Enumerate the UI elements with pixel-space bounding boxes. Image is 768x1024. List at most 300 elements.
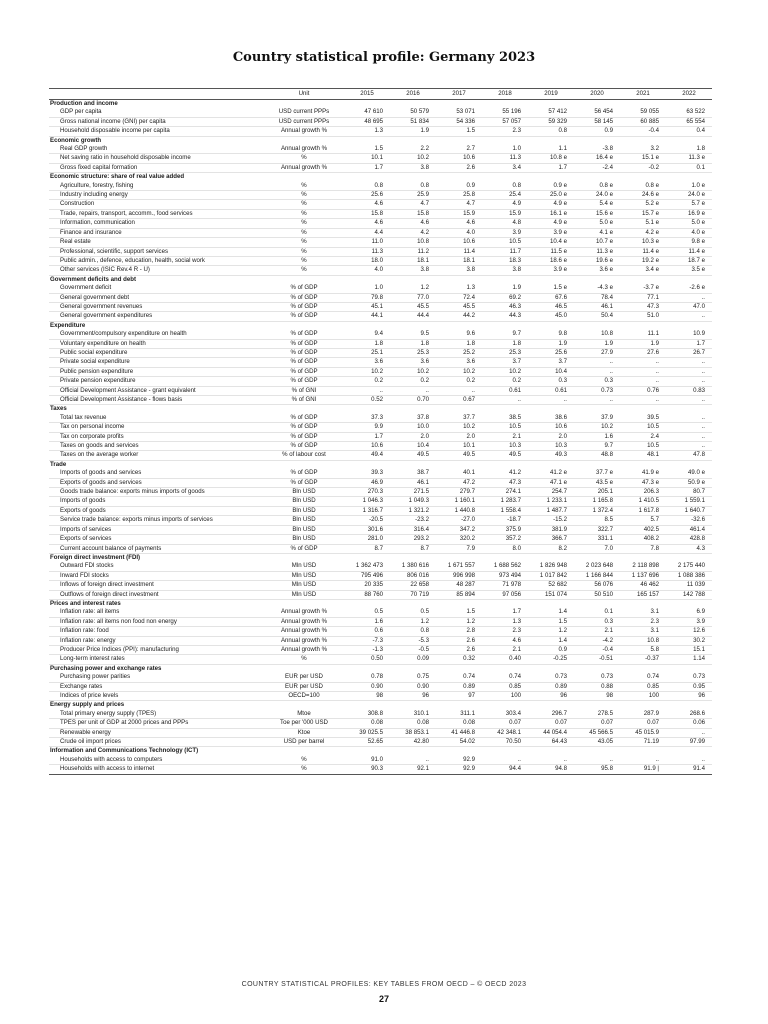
section-header-row [49,664,712,673]
value-cell: 15.9 [436,209,482,218]
table-row [49,488,712,497]
value-cell: 47.2 [436,478,482,487]
value-cell: 11.2 [390,247,436,256]
value-cell: 100 [482,692,528,701]
value-cell: 11.4 [436,247,482,256]
value-cell: 25.6 [344,191,390,200]
value-cell: 1.3 [344,127,390,136]
value-cell: 11.7 [482,247,528,256]
value-cell: 5.1 e [620,219,666,228]
indicator-label: Inward FDI stocks [49,571,264,580]
value-cell: 0.07 [482,719,528,728]
table-row [49,219,712,228]
table-row [49,228,712,237]
value-cell: 59 055 [620,108,666,117]
value-cell: 1.2 [528,627,574,636]
value-cell: 25.1 [344,348,390,357]
value-cell: 19.6 e [574,256,620,265]
value-cell: 1.9 [620,339,666,348]
value-cell: .. [620,377,666,386]
indicator-label: Tax on personal income [49,423,264,432]
value-cell: 0.08 [344,719,390,728]
value-cell: 11.3 [344,247,390,256]
value-cell: 52.65 [344,738,390,747]
table-row [49,645,712,654]
value-cell: 16.1 e [528,209,574,218]
value-cell: 48 287 [436,581,482,590]
value-cell: 50 579 [390,108,436,117]
value-cell: 316.4 [390,525,436,534]
unit-cell: % [264,209,344,218]
section-header-row [49,173,712,182]
table-row [49,590,712,599]
value-cell: 254.7 [528,488,574,497]
section-title: Taxes [49,405,712,414]
value-cell: 461.4 [666,525,712,534]
value-cell: 45.5 [390,302,436,311]
value-cell: 9.8 e [666,238,712,247]
table-row [49,330,712,339]
header-year: 2019 [528,89,574,100]
value-cell: 0.67 [436,396,482,405]
value-cell: 6.9 [666,608,712,617]
value-cell: 41 446.8 [436,728,482,737]
unit-cell: USD current PPPs [264,117,344,126]
value-cell: 37.9 [574,414,620,423]
indicator-label: Industry including energy [49,191,264,200]
value-cell: 43.5 e [574,478,620,487]
section-title: Economic structure: share of real value added [49,173,712,182]
value-cell: 2.1 [482,645,528,654]
value-cell: 1 316.7 [344,506,390,515]
indicator-label: GDP per capita [49,108,264,117]
table-row [49,516,712,525]
value-cell: 11.0 [344,238,390,247]
unit-cell: Mtoe [264,710,344,719]
value-cell: 2.3 [482,127,528,136]
value-cell: 3.1 [620,608,666,617]
value-cell: 77.1 [620,293,666,302]
value-cell: 1.5 [436,127,482,136]
value-cell: 49.5 [482,451,528,460]
value-cell: 0.50 [344,655,390,664]
indicator-label: Outflows of foreign direct investment [49,590,264,599]
value-cell: 0.2 [344,377,390,386]
value-cell: 0.85 [620,682,666,691]
section-title: Economic growth [49,136,712,145]
value-cell: 97.99 [666,738,712,747]
value-cell: -4.2 [574,636,620,645]
value-cell: -0.37 [620,655,666,664]
value-cell: 0.90 [390,682,436,691]
value-cell: 41.2 e [528,469,574,478]
value-cell: 0.74 [620,673,666,682]
value-cell: 4.7 [436,200,482,209]
value-cell: 10.2 [482,367,528,376]
unit-cell: % [264,191,344,200]
section-header-row [49,553,712,562]
value-cell: 0.09 [390,655,436,664]
value-cell: 48.1 [620,451,666,460]
value-cell: 25.9 [390,191,436,200]
value-cell: 9.6 [436,330,482,339]
value-cell: 0.1 [574,608,620,617]
value-cell: 1.14 [666,655,712,664]
value-cell: -4.3 e [574,284,620,293]
value-cell: 11.4 e [620,247,666,256]
table-row [49,506,712,515]
value-cell: 5.0 e [574,219,620,228]
value-cell: 49.4 [344,451,390,460]
value-cell: 78.4 [574,293,620,302]
value-cell: 310.1 [390,710,436,719]
unit-cell: Annual growth % [264,627,344,636]
value-cell: 80.7 [666,488,712,497]
value-cell: 4.2 [390,228,436,237]
indicator-label: Imports of goods and services [49,469,264,478]
value-cell: 77.0 [390,293,436,302]
value-cell: .. [620,756,666,765]
value-cell: 3.5 e [666,266,712,275]
value-cell: 0.9 [528,645,574,654]
value-cell: 2.0 [436,432,482,441]
table-row [49,182,712,191]
value-cell: 48 695 [344,117,390,126]
value-cell: 2.3 [620,617,666,626]
value-cell: 50.4 [574,312,620,321]
table-row [49,256,712,265]
unit-cell: % of GDP [264,544,344,553]
table-row [49,423,712,432]
value-cell: 0.8 [390,182,436,191]
value-cell: 287.9 [620,710,666,719]
value-cell: 0.2 [436,377,482,386]
value-cell: 1.0 [344,284,390,293]
value-cell: 22 658 [390,581,436,590]
value-cell: -20.5 [344,516,390,525]
value-cell: 3.6 [390,358,436,367]
indicator-label: Total primary energy supply (TPES) [49,710,264,719]
value-cell: 0.78 [344,673,390,682]
indicator-label: Imports of goods [49,497,264,506]
indicator-label: Real estate [49,238,264,247]
indicator-label: Inflation rate: energy [49,636,264,645]
value-cell: 7.0 [574,544,620,553]
value-cell: 18.0 [344,256,390,265]
value-cell: 2.0 [528,432,574,441]
indicator-label: Households with access to internet [49,765,264,774]
value-cell: 10.4 [528,367,574,376]
value-cell: 27.9 [574,348,620,357]
value-cell: 10.6 [528,423,574,432]
value-cell: 4.1 e [574,228,620,237]
value-cell: 46.1 [390,478,436,487]
value-cell: 10.0 [390,423,436,432]
table-row [49,497,712,506]
value-cell: 408.2 [620,535,666,544]
indicator-label: Official Development Assistance - grant equivalent [49,386,264,395]
unit-cell: Ktoe [264,728,344,737]
indicator-label: Public social expenditure [49,348,264,357]
value-cell: 0.07 [574,719,620,728]
value-cell: 94.4 [482,765,528,774]
table-row [49,200,712,209]
value-cell: 47.3 e [620,478,666,487]
unit-cell: Toe per '000 USD [264,719,344,728]
value-cell: 8.7 [390,544,436,553]
value-cell: 49.3 [528,451,574,460]
value-cell: 44.1 [344,312,390,321]
value-cell: 4.4 [344,228,390,237]
value-cell: 10.1 [344,154,390,163]
table-row [49,145,712,154]
table-row [49,396,712,405]
value-cell: 97 056 [482,590,528,599]
unit-cell: Annual growth % [264,608,344,617]
table-row [49,469,712,478]
unit-cell: Bln USD [264,516,344,525]
value-cell: 1.5 [436,608,482,617]
value-cell: .. [620,358,666,367]
unit-cell: % of GDP [264,339,344,348]
unit-cell: % [264,756,344,765]
value-cell: 0.32 [436,655,482,664]
value-cell: 1 617.8 [620,506,666,515]
value-cell: -32.6 [666,516,712,525]
table-row [49,719,712,728]
value-cell: 10.2 [344,367,390,376]
header-year: 2020 [574,89,620,100]
value-cell: 0.90 [344,682,390,691]
indicator-label: Producer Price Indices (PPI): manufacturing [49,645,264,654]
value-cell: 1.5 e [528,284,574,293]
value-cell: 2.1 [482,432,528,441]
value-cell: .. [666,367,712,376]
indicator-label: Inflation rate: food [49,627,264,636]
value-cell: 4.8 [482,219,528,228]
table-row [49,108,712,117]
indicator-label: Private social expenditure [49,358,264,367]
value-cell: 10.6 [436,238,482,247]
unit-cell: Annual growth % [264,645,344,654]
value-cell: 308.8 [344,710,390,719]
value-cell: -1.3 [344,645,390,654]
table-row [49,525,712,534]
value-cell: -7.3 [344,636,390,645]
value-cell: 4.9 [482,200,528,209]
value-cell: 3.9 e [528,228,574,237]
unit-cell: % [264,247,344,256]
section-header-row [49,321,712,330]
value-cell: 375.9 [482,525,528,534]
value-cell: 15.8 [390,209,436,218]
value-cell: 1.0 [482,145,528,154]
value-cell: 3.8 [390,163,436,172]
table-row [49,348,712,357]
value-cell: 3.4 [482,163,528,172]
table-row [49,692,712,701]
value-cell: .. [666,728,712,737]
value-cell: 60 885 [620,117,666,126]
value-cell: 2.1 [574,627,620,636]
indicator-label: Gross fixed capital formation [49,163,264,172]
value-cell: 268.6 [666,710,712,719]
value-cell: 2 023 648 [574,562,620,571]
header-year: 2015 [344,89,390,100]
value-cell: 42 348.1 [482,728,528,737]
value-cell: 0.74 [436,673,482,682]
indicator-label: Indices of price levels [49,692,264,701]
value-cell: 1.1 [528,145,574,154]
value-cell: 45.1 [344,302,390,311]
value-cell: 8.0 [482,544,528,553]
value-cell: 57 057 [482,117,528,126]
table-row [49,339,712,348]
value-cell: 10.2 [574,423,620,432]
table-row [49,293,712,302]
value-cell: 206.3 [620,488,666,497]
value-cell: 59 329 [528,117,574,126]
value-cell: 142 788 [666,590,712,599]
value-cell: 806 016 [390,571,436,580]
table-row [49,377,712,386]
section-header-row [49,136,712,145]
value-cell: 1 046.3 [344,497,390,506]
indicator-label: Inflows of foreign direct investment [49,581,264,590]
section-title: Purchasing power and exchange rates [49,664,712,673]
table-row [49,414,712,423]
value-cell: 0.85 [482,682,528,691]
value-cell: 1 688 562 [482,562,528,571]
indicator-label: Taxes on the average worker [49,451,264,460]
value-cell: -0.51 [574,655,620,664]
header-row [49,89,712,100]
value-cell: -18.7 [482,516,528,525]
value-cell: 1.8 [666,145,712,154]
value-cell: 49.5 [436,451,482,460]
value-cell: .. [574,756,620,765]
value-cell: 24.6 e [620,191,666,200]
value-cell: 98 [344,692,390,701]
value-cell: 293.2 [390,535,436,544]
value-cell: 91.9 | [620,765,666,774]
value-cell: 0.9 e [528,182,574,191]
value-cell: 27.6 [620,348,666,357]
table-body [49,100,712,775]
indicator-label: Taxes on goods and services [49,442,264,451]
value-cell: 4.6 [390,219,436,228]
value-cell: 30.2 [666,636,712,645]
value-cell: 15.6 e [574,209,620,218]
value-cell: 51.0 [620,312,666,321]
indicator-label: Households with access to computers [49,756,264,765]
indicator-label: Imports of services [49,525,264,534]
indicator-label: Net saving ratio in household disposable income [49,154,264,163]
value-cell: 49.5 [390,451,436,460]
value-cell: 2.8 [436,627,482,636]
value-cell: 279.7 [436,488,482,497]
value-cell: 25.8 [436,191,482,200]
value-cell: 44 054.4 [528,728,574,737]
indicator-label: Current account balance of payments [49,544,264,553]
value-cell: 0.6 [344,627,390,636]
value-cell: 5.4 e [574,200,620,209]
value-cell: 1.8 [482,339,528,348]
value-cell: 2 118 898 [620,562,666,571]
value-cell: .. [666,756,712,765]
unit-cell: Annual growth % [264,636,344,645]
header-year: 2017 [436,89,482,100]
value-cell: 1 160.1 [436,497,482,506]
table-row [49,209,712,218]
value-cell: -0.2 [620,163,666,172]
value-cell: 1 049.3 [390,497,436,506]
value-cell: 58 145 [574,117,620,126]
value-cell: 98 [574,692,620,701]
value-cell: 2.6 [436,636,482,645]
value-cell: 274.1 [482,488,528,497]
value-cell: 4.0 [436,228,482,237]
value-cell: 1 671 557 [436,562,482,571]
value-cell: 46.9 [344,478,390,487]
value-cell: 4.0 [344,266,390,275]
value-cell: 5.0 e [666,219,712,228]
section-title: Prices and interest rates [49,599,712,608]
value-cell: 428.8 [666,535,712,544]
value-cell: .. [666,414,712,423]
value-cell: 1.5 [344,145,390,154]
value-cell: 92.9 [436,765,482,774]
table-row [49,535,712,544]
value-cell: 3.7 [482,358,528,367]
section-title: Production and income [49,100,712,109]
value-cell: -0.25 [528,655,574,664]
value-cell: 4.6 [344,200,390,209]
value-cell: 11.4 e [666,247,712,256]
value-cell: 48.8 [574,451,620,460]
value-cell: 19.2 e [620,256,666,265]
indicator-label: Outward FDI stocks [49,562,264,571]
unit-cell: Bln USD [264,488,344,497]
value-cell: 54 336 [436,117,482,126]
value-cell: 0.9 [574,127,620,136]
value-cell: 10.8 [390,238,436,247]
value-cell: 24.0 e [666,191,712,200]
indicator-label: Exports of goods [49,506,264,515]
value-cell: -23.2 [390,516,436,525]
value-cell: 67.6 [528,293,574,302]
value-cell: 1 380 616 [390,562,436,571]
header-indicator [49,89,264,100]
unit-cell: % of GDP [264,414,344,423]
table-row [49,386,712,395]
section-title: Energy supply and prices [49,701,712,710]
unit-cell: % [264,266,344,275]
value-cell: 24.0 e [574,191,620,200]
value-cell: 0.70 [390,396,436,405]
value-cell: 2.6 [436,645,482,654]
unit-cell: Mln USD [264,581,344,590]
table-row [49,765,712,774]
header-year: 2016 [390,89,436,100]
value-cell: 92.9 [436,756,482,765]
value-cell: 2 175 440 [666,562,712,571]
value-cell: 39.5 [620,414,666,423]
table-row [49,442,712,451]
value-cell: 0.8 e [574,182,620,191]
value-cell: 18.6 e [528,256,574,265]
table-row [49,247,712,256]
